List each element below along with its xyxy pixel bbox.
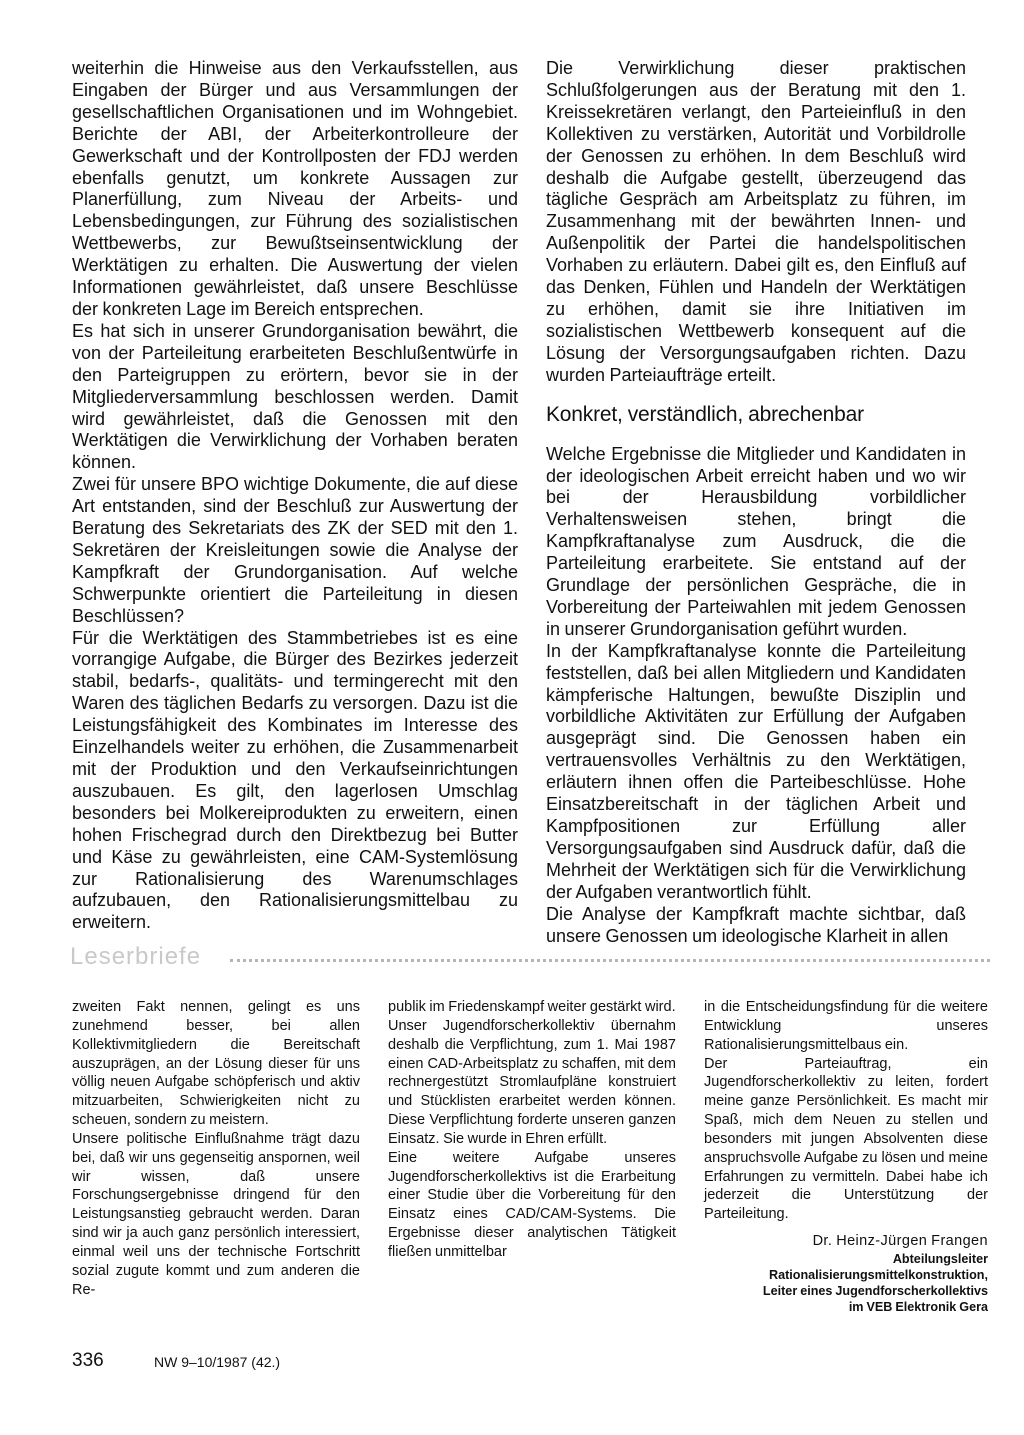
paragraph: in die Entscheidungsfindung für die weitere Entwicklung unseres Rationalisierungsmittelbaus ein.: [704, 999, 988, 1053]
letter-column-2: [388, 998, 676, 1262]
paragraph: Der Parteiauftrag, ein Jugendforscherkollektiv zu leiten, fordert meine ganze Persönlichkeit. Es macht mir Spaß, mich dem Neuen zu stellen und besonders mit jungen Absolventen diese anspruchsvolle Aufgabe zu lösen und meine Erfahrungen zu vermitteln. Dabei habe ich jederzeit die Unterstützung der Parteileitung.: [704, 1055, 988, 1223]
dotted-rule: [230, 959, 990, 962]
issue-reference: NW 9–10/1987 (42.): [154, 1354, 281, 1370]
paragraph: Unser Jugendforscherkollektiv übernahm deshalb die Verpflichtung, zum 1. Mai 1987 einen CAD-Arbeitsplatz zu schaffen, mit dem rechnergestützt Stromlaufpläne konstruiert und Stücklisten erarbeitet werden können. Diese Verpflichtung forderte unseren ganzen Einsatz. Sie wurde in Ehren erfüllt.: [388, 1017, 676, 1147]
article-column-right: [546, 58, 966, 947]
letter-column-3: [704, 998, 988, 1315]
paragraph: zweiten Fakt nennen, gelingt es uns zunehmend besser, bei allen Kollektivmitgliedern die Bereitschaft auszuprägen, an der Lösung dieser für uns völlig neuen Aufgabe schöpferisch und aktiv mitzuarbeiten, Schwierigkeiten nicht zu scheuen, sondern zu meistern.: [72, 999, 360, 1129]
paragraph: Die Analyse der Kampfkraft machte sichtbar, daß unsere Genossen um ideologische Klarheit in allen: [546, 903, 966, 946]
paragraph: Für die Werktätigen des Stammbetriebes ist es eine vorrangige Aufgabe, die Bürger des Bezirkes jederzeit stabil, bedarfs-, qualitäts- und termingerecht mit den Waren des täglichen Bedarfs zu versorgen. Dazu ist die Leistungsfähigkeit des Kombinates im Interesse des Einzelhandels weiter zu erhöhen, die Zusammenarbeit mit der Produktion und den Verkaufseinrichtungen auszubauen. Es gilt, den lagerlosen Umschlag besonders bei Molkereiprodukten zu erweitern, einen hohen Frischegrad durch den Direktbezug bei Butter und Käse zu gewährleisten, eine CAM-Systemlösung zur Rationalisierung des Warenumschlages aufzubauen, den Rationalisierungsmittelbau zu erweitern.: [72, 627, 518, 933]
paragraph: publik im Friedenskampf weiter gestärkt wird.: [388, 999, 676, 1015]
page-number: 336: [72, 1350, 104, 1371]
section-divider: [70, 942, 990, 974]
author-role-line: Leiter eines Jugendforscherkollektivs: [762, 1283, 988, 1298]
signature-block: [704, 1232, 988, 1315]
paragraph: In der Kampfkraftanalyse konnte die Parteileitung feststellen, daß bei allen Mitgliedern und Kandidaten kämpferische Haltungen, bewußte Disziplin und vorbildliche Aktivitäten zur Erfüllung der Aufgaben ausgeprägt sind. Die Genossen haben ein vertrauensvolles Verhältnis zu den Werktätigen, erläutern ihnen offen die Parteibeschlüsse. Hohe Einsatzbereitschaft in der täglichen Arbeit und Kampfpositionen zur Erfüllung aller Versorgungsaufgaben sind Ausdruck dafür, daß die Mehrheit der Werktätigen sich für die Verwirklichung der Aufgaben verantwortlich fühlt.: [546, 640, 966, 902]
letter-column-1: [72, 998, 360, 1300]
paragraph: Welche Ergebnisse die Mitglieder und Kandidaten in der ideologischen Arbeit erreicht haben und wo wir bei der Herausbildung vorbildlicher Verhaltensweisen stehen, bringt die Kampfkraftanalyse zum Ausdruck, die die Parteileitung erarbeitete. Sie entstand auf der Grundlage der persönlichen Gespräche, die in Vorbereitung der Parteiwahlen mit jedem Genossen in unserer Grundorganisation geführt wurden.: [546, 443, 966, 639]
paragraph: weiterhin die Hinweise aus den Verkaufsstellen, aus Eingaben der Bürger und aus Versammlungen der gesellschaftlichen Organisationen und im Wohngebiet. Berichte der ABI, der Arbeiterkontrolleure der Gewerkschaft und der Kontrollposten der FDJ werden ebenfalls genutzt, um konkrete Aussagen zur Planerfüllung, zum Niveau der Arbeits- und Lebensbedingungen, zur Führung des sozialistischen Wettbewerbs, zur Bewußtseinsentwicklung der Werktätigen zu erhalten. Die Auswertung der vielen Informationen gewährleistet, daß unsere Beschlüsse der konkreten Lage im Bereich entsprechen.: [72, 58, 518, 319]
paragraph: Zwei für unsere BPO wichtige Dokumente, die auf diese Art entstanden, sind der Beschluß zur Auswertung der Beratung des Sekretariats des ZK der SED mit den 1. Sekretären der Kreisleitungen sowie die Analyse der Kampfkraft der Grundorganisation. Auf welche Schwerpunkte orientiert die Parteileitung in diesen Beschlüssen?: [72, 474, 518, 626]
article-column-left: [72, 58, 518, 934]
author-role-line: im VEB Elektronik Gera: [848, 1299, 988, 1314]
author-role-line: Rationalisierungsmittelkonstruktion,: [768, 1267, 988, 1282]
section-subheading: Konkret, verständlich, abrechenbar: [546, 402, 864, 426]
author-name: Dr. Heinz-Jürgen Frangen: [812, 1233, 988, 1250]
paragraph: Eine weitere Aufgabe unseres Jugendforscherkollektivs ist die Erarbeitung einer Studie über die Vorbereitung für den Einsatz eines CAD/CAM-Systems. Die Ergebnisse dieser analytischen Tätigkeit fließen unmittelbar: [388, 1149, 676, 1260]
paragraph: Unsere politische Einflußnahme trägt dazu bei, daß wir uns gegenseitig anspornen, weil wir wissen, daß unsere Forschungsergebnisse dringend für den Leistungsanstieg gebraucht werden. Daran sind wir ja auch ganz persönlich interessiert, einmal weil uns der technische Fortschritt sozial zugute kommt und zum anderen die Re-: [72, 1130, 360, 1298]
paragraph: Es hat sich in unserer Grundorganisation bewährt, die von der Parteileitung erarbeiteten Beschlußentwürfe in den Parteigruppen zu erörtern, bevor sie in der Mitgliederversammlung beschlossen werden. Damit wird gewährleistet, daß die Genossen mit den Werktätigen die Verwirklichung der Vorhaben beraten können.: [72, 320, 518, 473]
paragraph: Die Verwirklichung dieser praktischen Schlußfolgerungen aus der Beratung mit den 1. Kreissekretären verlangt, den Parteieinfluß in den Kollektiven zu verstärken, Autorität und Vorbildrolle der Genossen zu erhöhen. In dem Beschluß wird deshalb die Aufgabe gestellt, überzeugend das tägliche Gespräch am Arbeitsplatz zu führen, im Zusammenhang mit der bewährten Innen- und Außenpolitik der Partei die handelspolitischen Vorhaben zu erläutern. Dabei gilt es, den Einfluß auf das Denken, Fühlen und Handeln der Werktätigen zu erhöhen, damit sie ihre Initiativen im sozialistischen Wettbewerb konsequent auf die Lösung der Versorgungsaufgaben richten. Dazu wurden Parteiaufträge erteilt.: [546, 58, 966, 385]
author-role-line: Abteilungsleiter: [892, 1251, 988, 1266]
section-label: Leserbriefe: [70, 943, 202, 970]
